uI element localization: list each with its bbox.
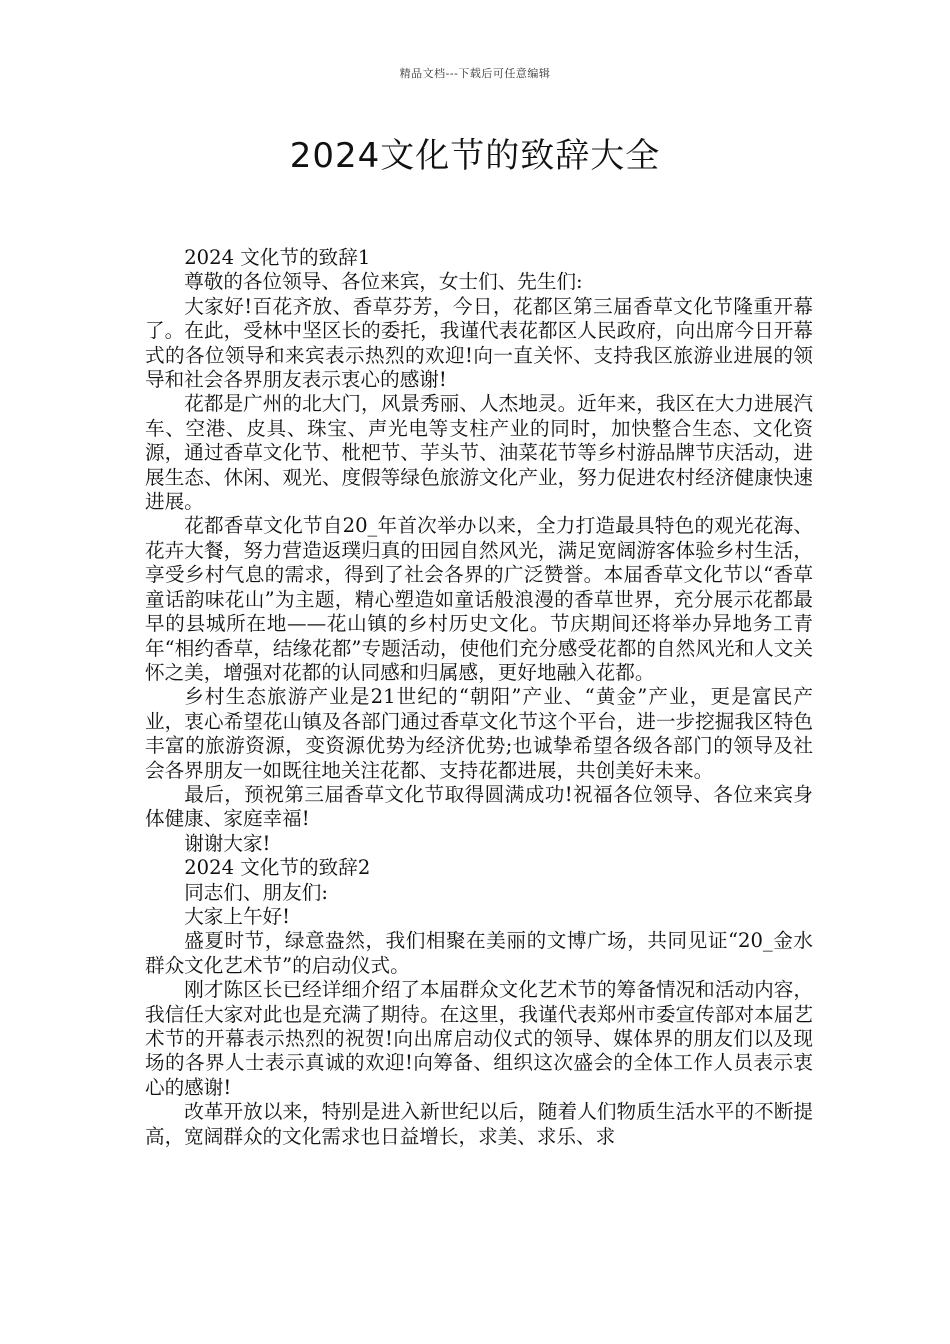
greeting: 大家上午好!: [184, 904, 291, 928]
salutation: 同志们、朋友们:: [184, 880, 328, 904]
header-note: 精品文档---下载后可任意编辑: [399, 67, 551, 80]
speech-heading-2: 2024 文化节的致辞2: [184, 856, 371, 880]
paragraph: 大家好!百花齐放、香草芬芳，今日，花都区第三届香草文化节隆重开幕了。在此，受林中坚区长的委托，我谨代表花都区人民政府，向出席今日开幕式的各位领导和来宾表示热烈的欢迎!向一直关怀、支持我区旅游业进展的领导和社会各界朋友表示衷心的感谢!: [145, 294, 813, 392]
paragraph: 花都香草文化节自20_年首次举办以来，全力打造最具特色的观光花海、花卉大餐，努力营造返璞归真的田园自然风光，满足宽阔游客体验乡村生活，享受乡村气息的需求，得到了社会各界的广泛赞誉。本届香草文化节以“香草童话韵味花山”为主题，精心塑造如童话般浪漫的香草世界，充分展示花都最早的县城所在地——花山镇的乡村历史文化。节庆期间还将举办异地务工青年“相约香草，结缘花都”专题活动，使他们充分感受花都的自然风光和人文关怀之美，增强对花都的认同感和归属感，更好地融入花都。: [145, 514, 813, 684]
paragraph: 花都是广州的北大门，风景秀丽、人杰地灵。近年来，我区在大力进展汽车、空港、皮具、珠宝、声光电等支柱产业的同时，加快整合生态、文化资源，通过香草文化节、枇杷节、芋头节、油菜花节等乡村游品牌节庆活动，进展生态、休闲、观光、度假等绿色旅游文化产业，努力促进农村经济健康快速进展。: [145, 392, 813, 514]
paragraph: 乡村生态旅游产业是21世纪的“朝阳”产业、“黄金”产业，更是富民产业，衷心希望花山镇及各部门通过香草文化节这个平台，进一步挖掘我区特色丰富的旅游资源，变资源优势为经济优势;也诚挚希望各级各部门的领导及社会各界朋友一如既往地关注花都、支持花都进展，共创美好未来。: [145, 685, 813, 782]
paragraph: 改革开放以来，特别是进入新世纪以后，随着人们物质生活水平的不断提高，宽阔群众的文化需求也日益增长，求美、求乐、求: [145, 1100, 813, 1148]
page-title: 2024文化节的致辞大全: [289, 136, 661, 176]
paragraph: 盛夏时节，绿意盎然，我们相聚在美丽的文博广场，共同见证“20_金水群众文化艺术节”的启动仪式。: [145, 929, 813, 977]
paragraph: 最后，预祝第三届香草文化节取得圆满成功!祝福各位领导、各位来宾身体健康、家庭幸福!: [145, 782, 813, 831]
closing-thanks: 谢谢大家!: [184, 831, 271, 855]
speech-heading-1: 2024 文化节的致辞1: [184, 246, 371, 269]
salutation: 尊敬的各位领导、各位来宾，女士们、先生们:: [184, 270, 583, 294]
body-text: [145, 246, 813, 1149]
paragraph: 刚才陈区长已经详细介绍了本届群众文化艺术节的筹备情况和活动内容，我信任大家对此也是充满了期待。在这里，我谨代表郑州市委宣传部对本届艺术节的开幕表示热烈的祝贺!向出席启动仪式的领导、媒体界的朋友们以及现场的各界人士表示真诚的欢迎!向筹备、组织这次盛会的全体工作人员表示衷心的感谢!: [145, 978, 813, 1099]
